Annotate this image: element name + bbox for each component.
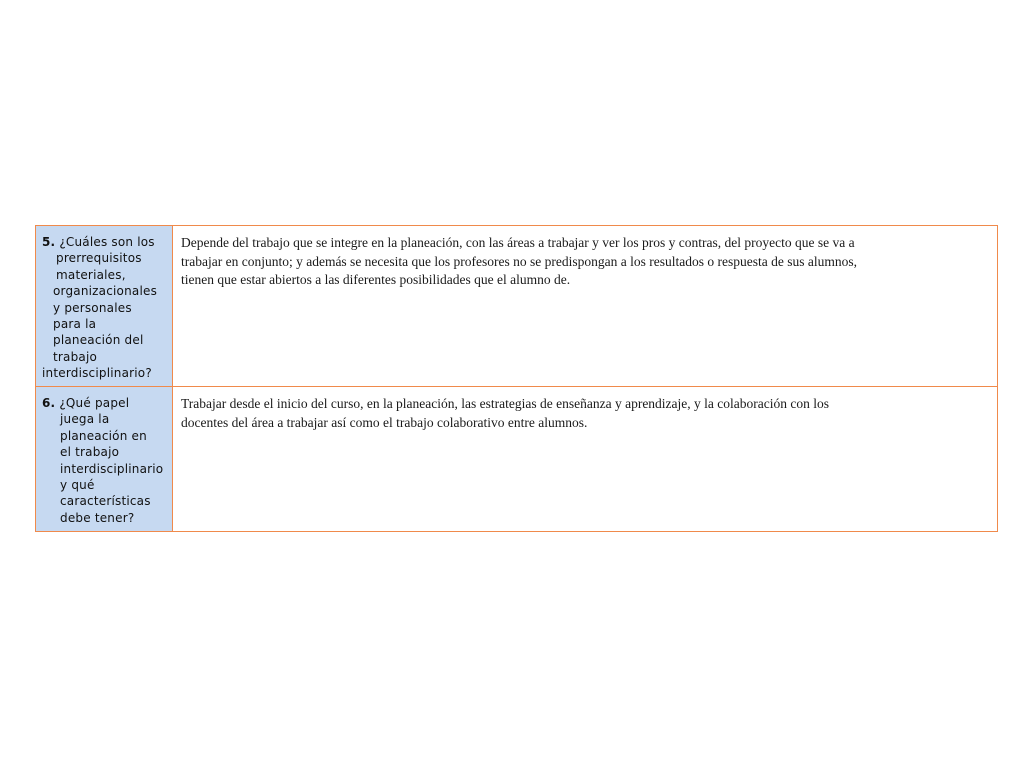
question-line — [42, 395, 168, 411]
qa-table — [35, 225, 998, 532]
question-number: 5. — [42, 235, 56, 249]
question-cell — [36, 226, 173, 387]
question-line: y qué — [60, 478, 95, 493]
answer-line: trabajar en conjunto; y además se necesita que los profesores no se predispongan a los resultados o respuesta de sus alumnos, — [181, 253, 857, 269]
question-line: materiales, — [56, 267, 126, 282]
question-line: debe tener? — [60, 510, 135, 525]
question-line: organizacionales — [53, 284, 158, 299]
answer-line: tienen que estar abiertos a las diferentes posibilidades que el alumno de. — [181, 272, 571, 287]
question-line: el trabajo — [60, 445, 120, 460]
question-line — [42, 234, 168, 250]
answer-line: docentes del área a trabajar así como el trabajo colaborativo entre alumnos. — [181, 414, 588, 430]
question-line: prerrequisitos — [56, 251, 142, 266]
answer-line: Depende del trabajo que se integre en la planeación, con las áreas a trabajar y ver los pros y contras, del proyecto que se va a — [181, 235, 855, 250]
question-text: ¿Cuáles son los — [59, 235, 155, 249]
answer-line: Trabajar desde el inicio del curso, en la planeación, las estrategias de enseñanza y aprendizaje, y la colaboración con los — [181, 396, 829, 411]
question-line: y personales — [53, 300, 132, 315]
question-line: planeación del — [53, 333, 144, 348]
question-line: para la — [53, 317, 97, 332]
question-line: interdisciplinario — [60, 461, 164, 476]
table-row — [36, 226, 998, 387]
question-line: interdisciplinario? — [42, 366, 152, 381]
qa-table-container — [35, 225, 998, 532]
question-number: 6. — [42, 396, 56, 410]
question-line: juega la — [60, 412, 110, 427]
question-line: planeación en — [60, 428, 147, 443]
question-line: trabajo — [53, 349, 98, 364]
question-cell — [36, 387, 173, 532]
question-text: ¿Qué papel — [59, 396, 130, 410]
question-line: características — [60, 494, 151, 509]
answer-cell — [173, 387, 998, 532]
answer-cell — [173, 226, 998, 387]
table-row — [36, 387, 998, 532]
